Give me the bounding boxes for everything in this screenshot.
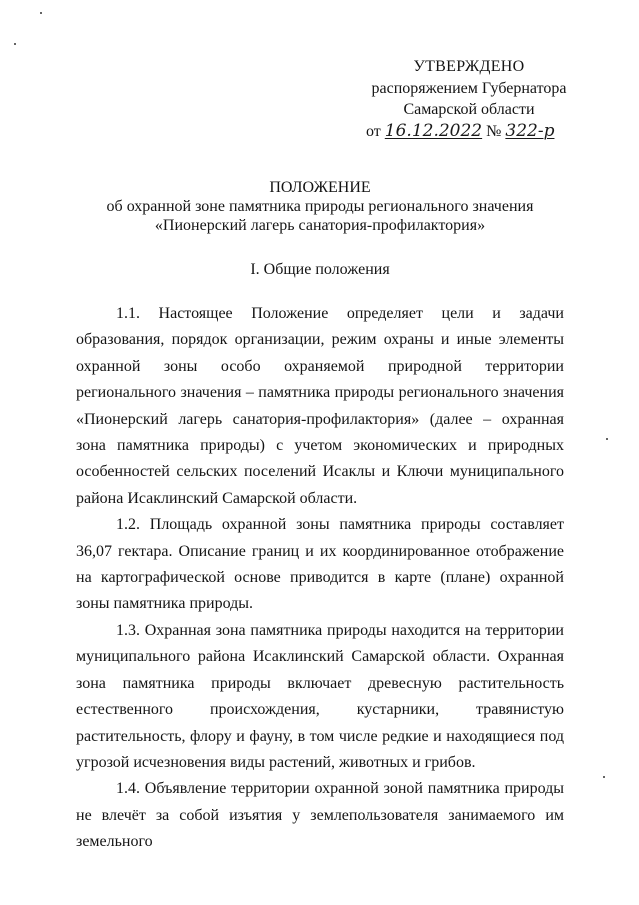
scan-speck xyxy=(603,776,605,778)
section-heading: I. Общие положения xyxy=(250,261,390,278)
document-body xyxy=(76,301,564,856)
approval-title: УТВЕРЖДЕНО xyxy=(413,58,525,75)
document-title: ПОЛОЖЕНИЕ xyxy=(269,179,371,196)
scan-speck xyxy=(14,43,16,45)
approval-block xyxy=(364,56,574,142)
paragraph-1-1: 1.1. Настоящее Положение определяет цели и задачи образования, порядок организации, режим охраны и иные элементы охранной зоны особо охраняемой природной территории регионального значения – памятника природы регионального значения «Пионерский лагерь санатория-профилактория» (далее – охранная зона памятника природы) с учетом экономических и природных особенностей сельских поселений Исаклы и Ключи муниципального района Исаклинский Самарской области. xyxy=(76,305,564,507)
approval-line-2: Самарской области xyxy=(403,101,535,118)
approval-line-1: распоряжением Губернатора xyxy=(371,79,567,97)
paragraph-1-3: 1.3. Охранная зона памятника природы находится на территории муниципального района Исаклинский Самарской области. Охранная зона памятника природы включает древесную растительность естественного происхождения, кустарники, травянистую растительность, флору и фауну, в том числе редкие и находящиеся под угрозой исчезновения виды растений, животных и грибов. xyxy=(76,621,564,771)
from-label: от xyxy=(366,122,381,140)
document-subtitle-line-1: об охранной зоне памятника природы регионального значения xyxy=(106,198,534,215)
scan-speck xyxy=(40,12,42,14)
paragraph-1-2: 1.2. Площадь охранной зоны памятника природы составляет 36,07 гектара. Описание границ и их координированное отображение на картографической основе приводится в карте (плане) охранной зоны памятника природы. xyxy=(76,516,564,613)
document-title-block xyxy=(60,178,580,235)
approval-number: 322-р xyxy=(505,120,555,141)
paragraph-1-4: 1.4. Объявление территории охранной зоной памятника природы не влечёт за собой изъятия у землепользователя занимаемого им земельного xyxy=(76,780,564,851)
number-label: № xyxy=(486,122,502,140)
approval-date-line xyxy=(364,121,574,143)
document-subtitle-line-2: «Пионерский лагерь санатория-профилактория» xyxy=(154,217,486,234)
scan-speck xyxy=(606,438,608,440)
approval-date: 16.12.2022 xyxy=(384,120,483,141)
